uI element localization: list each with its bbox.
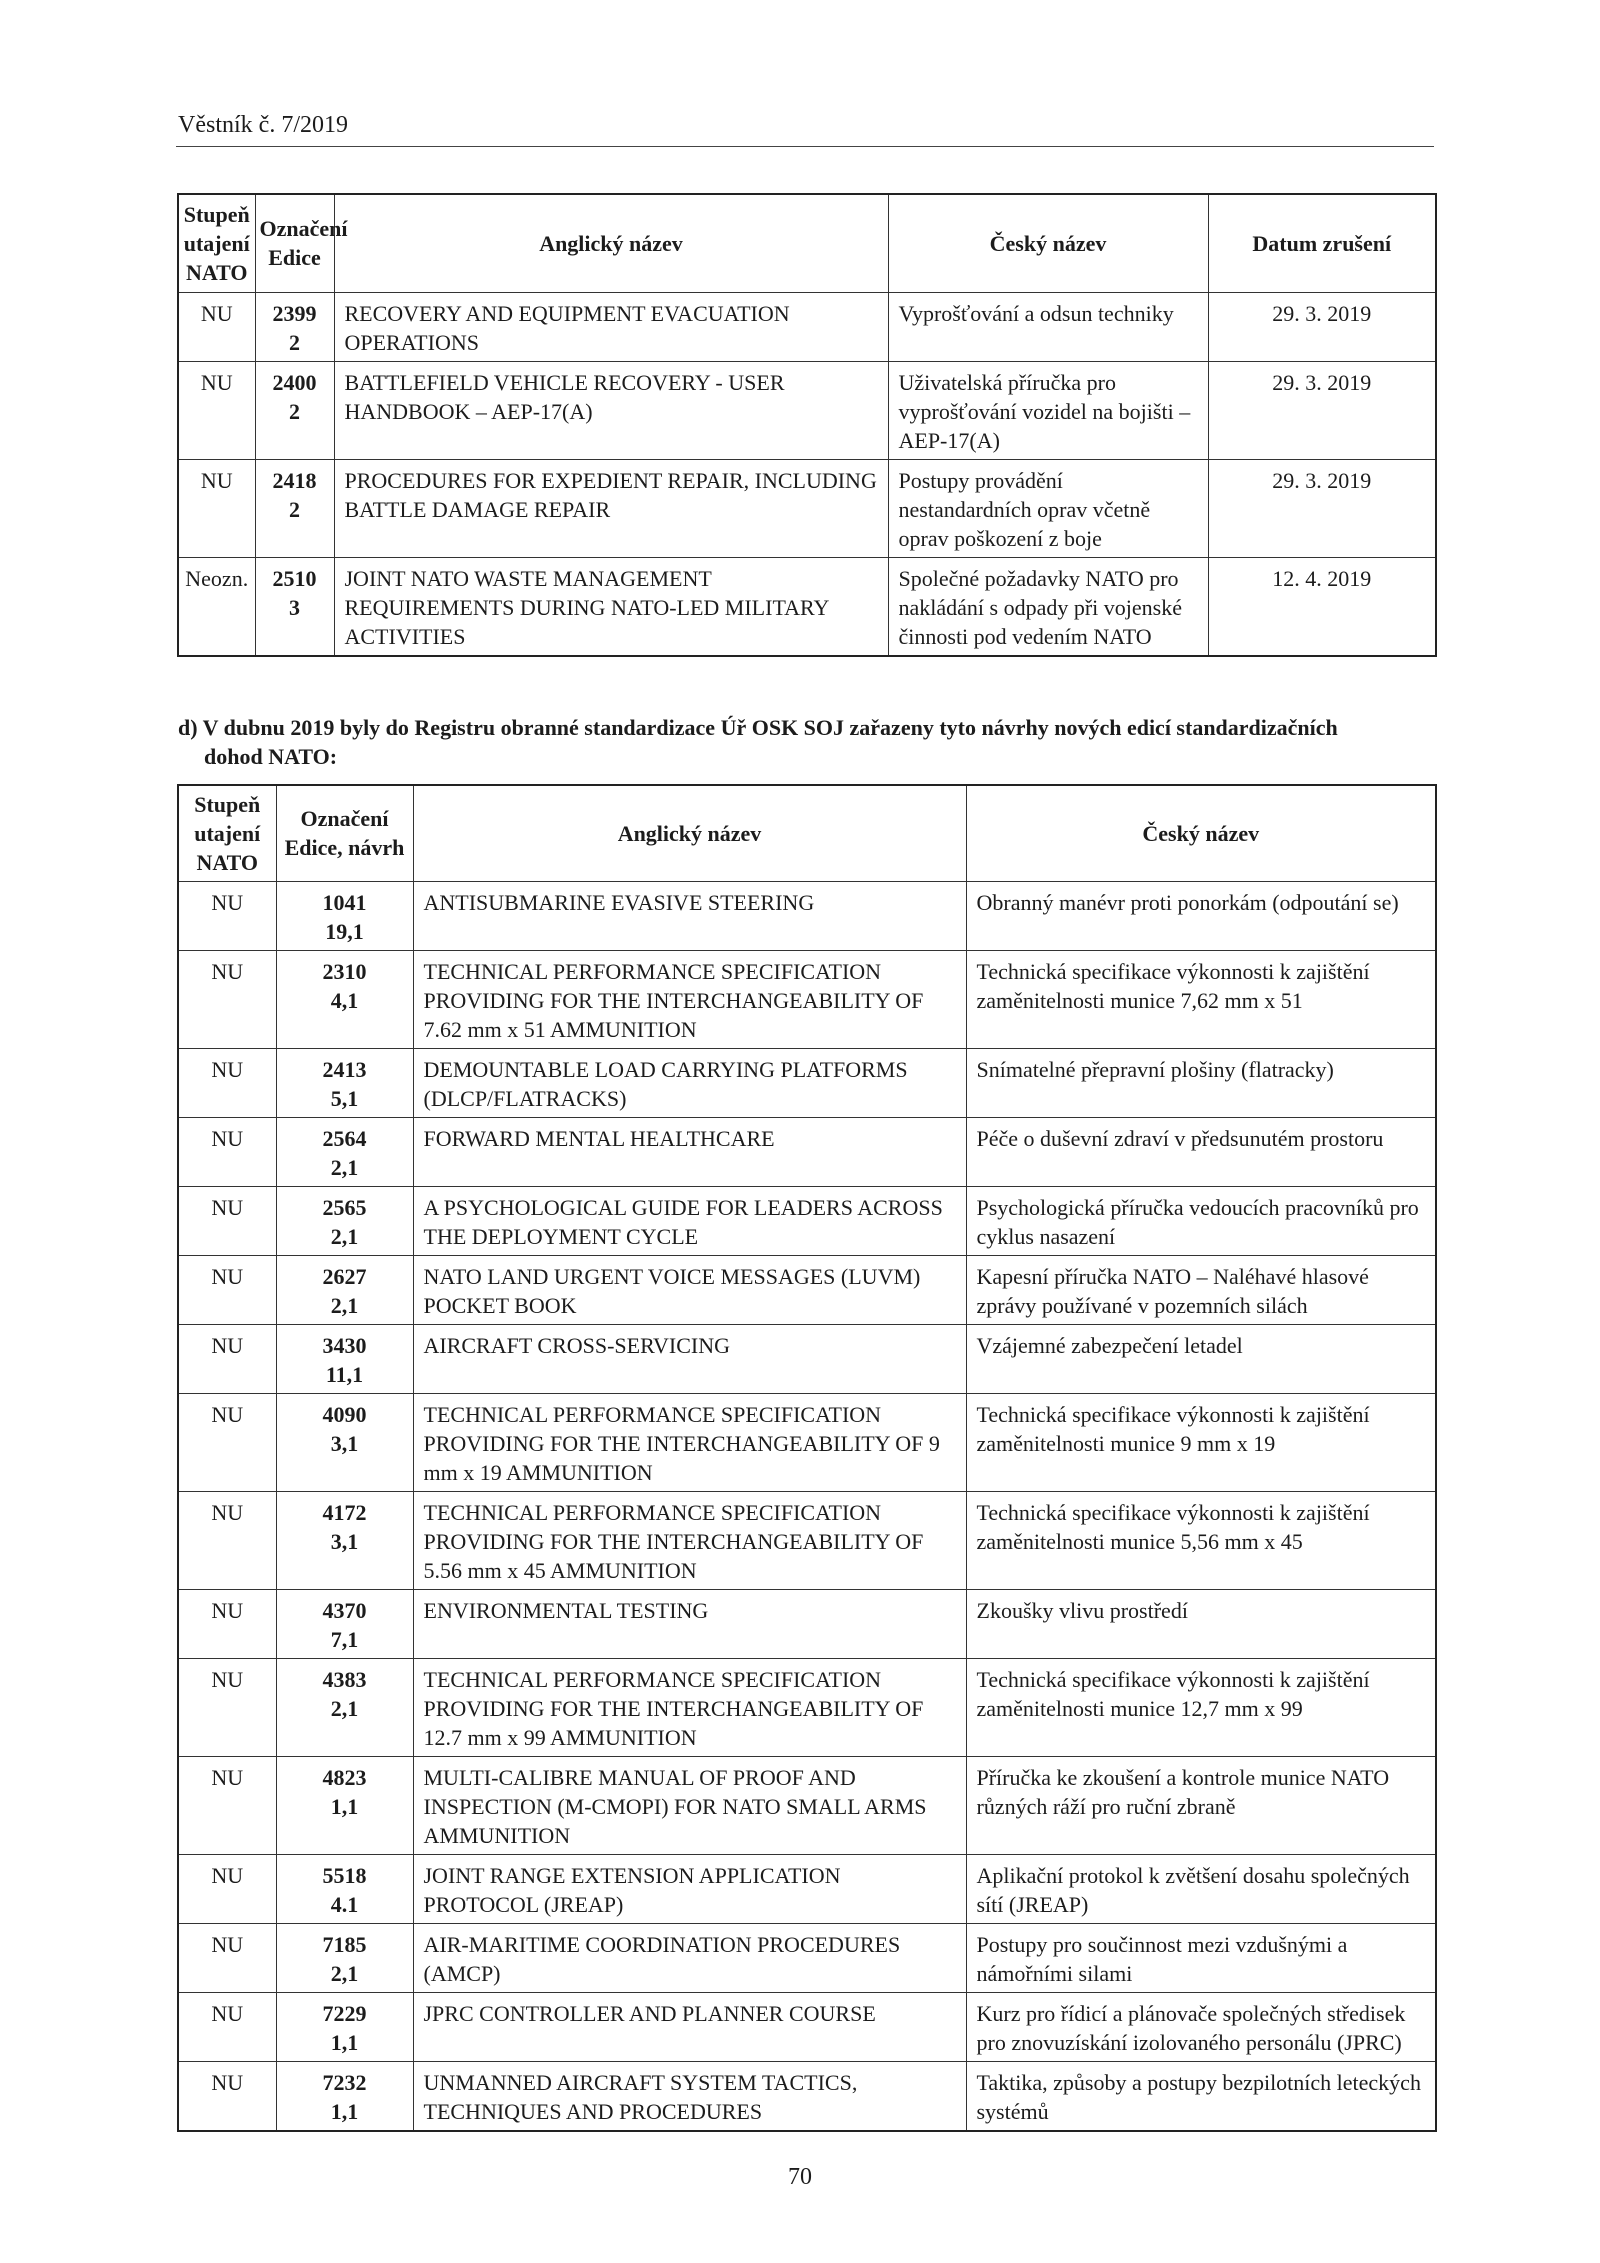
cell-edition: 2418 2 [255, 459, 334, 557]
table-row [178, 1255, 1436, 1324]
table-row [178, 1756, 1436, 1854]
cell-edition: 2400 2 [255, 361, 334, 459]
table-row [178, 1324, 1436, 1393]
cell-english-title: AIRCRAFT CROSS-SERVICING [413, 1324, 966, 1393]
table-row [178, 2061, 1436, 2131]
cell-edition: 2565 2,1 [276, 1186, 413, 1255]
cell-edition: 2510 3 [255, 557, 334, 656]
cell-czech-title: Technická specifikace výkonnosti k zajištění zaměnitelnosti munice 5,56 mm x 45 [966, 1491, 1436, 1589]
cell-classification: NU [178, 459, 255, 557]
cell-edition: 4090 3,1 [276, 1393, 413, 1491]
column-header-czech-title: Český název [966, 785, 1436, 881]
column-header-english-title: Anglický název [413, 785, 966, 881]
cell-english-title: TECHNICAL PERFORMANCE SPECIFICATION PROVIDING FOR THE INTERCHANGEABILITY OF 5.56 mm x 45 AMMUNITION [413, 1491, 966, 1589]
table-row [178, 1393, 1436, 1491]
cell-english-title: TECHNICAL PERFORMANCE SPECIFICATION PROVIDING FOR THE INTERCHANGEABILITY OF 12.7 mm x 99 AMMUNITION [413, 1658, 966, 1756]
cell-czech-title: Vyprošťování a odsun techniky [888, 292, 1208, 361]
cell-czech-title: Příručka ke zkoušení a kontrole munice NATO různých ráží pro ruční zbraně [966, 1756, 1436, 1854]
cell-classification: NU [178, 1491, 276, 1589]
table-row [178, 557, 1436, 656]
column-header-edition-proposal: Označení Edice, návrh [276, 785, 413, 881]
cell-czech-title: Péče o duševní zdraví v předsunutém prostoru [966, 1117, 1436, 1186]
cell-english-title: A PSYCHOLOGICAL GUIDE FOR LEADERS ACROSS THE DEPLOYMENT CYCLE [413, 1186, 966, 1255]
cell-edition: 4823 1,1 [276, 1756, 413, 1854]
cancelled-editions-table [177, 193, 1437, 657]
cell-classification: NU [178, 1658, 276, 1756]
cell-cancel-date: 29. 3. 2019 [1208, 459, 1436, 557]
section-d-line1: d) V dubnu 2019 byly do Registru obranné standardizace Úř OSK SOJ zařazeny tyto návrhy nových edicí standardizačních [178, 715, 1338, 740]
column-header-classification: Stupeň utajení NATO [178, 785, 276, 881]
cell-classification: NU [178, 1854, 276, 1923]
table-row [178, 361, 1436, 459]
cell-edition: 4172 3,1 [276, 1491, 413, 1589]
table-header-row [178, 194, 1436, 292]
cell-classification: NU [178, 1186, 276, 1255]
cell-cancel-date: 12. 4. 2019 [1208, 557, 1436, 656]
cell-english-title: AIR-MARITIME COORDINATION PROCEDURES (AMCP) [413, 1923, 966, 1992]
table-row [178, 1992, 1436, 2061]
cell-czech-title: Technická specifikace výkonnosti k zajištění zaměnitelnosti munice 12,7 mm x 99 [966, 1658, 1436, 1756]
cell-classification: NU [178, 1117, 276, 1186]
cell-czech-title: Uživatelská příručka pro vyprošťování vozidel na bojišti – AEP-17(A) [888, 361, 1208, 459]
cell-edition: 5518 4.1 [276, 1854, 413, 1923]
table-row [178, 881, 1436, 950]
column-header-english-title: Anglický název [334, 194, 888, 292]
cell-english-title: RECOVERY AND EQUIPMENT EVACUATION OPERATIONS [334, 292, 888, 361]
cell-english-title: BATTLEFIELD VEHICLE RECOVERY - USER HANDBOOK – AEP-17(A) [334, 361, 888, 459]
table-row [178, 1117, 1436, 1186]
cell-edition: 7232 1,1 [276, 2061, 413, 2131]
table-row [178, 950, 1436, 1048]
table-row [178, 1658, 1436, 1756]
cell-classification: NU [178, 1923, 276, 1992]
cell-classification: Neozn. [178, 557, 255, 656]
cell-classification: NU [178, 1255, 276, 1324]
cell-cancel-date: 29. 3. 2019 [1208, 361, 1436, 459]
cell-edition: 1041 19,1 [276, 881, 413, 950]
cell-czech-title: Taktika, způsoby a postupy bezpilotních leteckých systémů [966, 2061, 1436, 2131]
cell-edition: 7185 2,1 [276, 1923, 413, 1992]
section-d-heading [178, 713, 1443, 771]
cell-cancel-date: 29. 3. 2019 [1208, 292, 1436, 361]
cell-classification: NU [178, 1589, 276, 1658]
cell-english-title: MULTI-CALIBRE MANUAL OF PROOF AND INSPECTION (M-CMOPI) FOR NATO SMALL ARMS AMMUNITION [413, 1756, 966, 1854]
cell-czech-title: Kurz pro řídicí a plánovače společných středisek pro znovuzískání izolovaného personálu (JPRC) [966, 1992, 1436, 2061]
cell-english-title: ANTISUBMARINE EVASIVE STEERING [413, 881, 966, 950]
cell-edition: 3430 11,1 [276, 1324, 413, 1393]
cell-classification: NU [178, 1393, 276, 1491]
cell-classification: NU [178, 2061, 276, 2131]
cell-classification: NU [178, 881, 276, 950]
cell-english-title: TECHNICAL PERFORMANCE SPECIFICATION PROVIDING FOR THE INTERCHANGEABILITY OF 7.62 mm x 51 AMMUNITION [413, 950, 966, 1048]
table-header-row [178, 785, 1436, 881]
column-header-classification: Stupeň utajení NATO [178, 194, 255, 292]
cell-english-title: JOINT NATO WASTE MANAGEMENT REQUIREMENTS DURING NATO-LED MILITARY ACTIVITIES [334, 557, 888, 656]
cell-english-title: FORWARD MENTAL HEALTHCARE [413, 1117, 966, 1186]
cell-edition: 4370 7,1 [276, 1589, 413, 1658]
table-row [178, 1854, 1436, 1923]
cell-english-title: UNMANNED AIRCRAFT SYSTEM TACTICS, TECHNIQUES AND PROCEDURES [413, 2061, 966, 2131]
column-header-czech-title: Český název [888, 194, 1208, 292]
new-edition-proposals-table [177, 784, 1437, 2132]
cell-czech-title: Společné požadavky NATO pro nakládání s odpady při vojenské činnosti pod vedením NATO [888, 557, 1208, 656]
table-row [178, 292, 1436, 361]
cell-english-title: NATO LAND URGENT VOICE MESSAGES (LUVM) POCKET BOOK [413, 1255, 966, 1324]
column-header-cancel-date: Datum zrušení [1208, 194, 1436, 292]
cell-edition: 7229 1,1 [276, 1992, 413, 2061]
cell-english-title: JPRC CONTROLLER AND PLANNER COURSE [413, 1992, 966, 2061]
cell-classification: NU [178, 1992, 276, 2061]
table-row [178, 1186, 1436, 1255]
cell-czech-title: Snímatelné přepravní plošiny (flatracky) [966, 1048, 1436, 1117]
cell-czech-title: Kapesní příručka NATO – Naléhavé hlasové zprávy používané v pozemních silách [966, 1255, 1436, 1324]
cell-classification: NU [178, 1324, 276, 1393]
cell-classification: NU [178, 1756, 276, 1854]
cell-czech-title: Postupy provádění nestandardních oprav včetně oprav poškození z boje [888, 459, 1208, 557]
cell-edition: 2310 4,1 [276, 950, 413, 1048]
cell-czech-title: Technická specifikace výkonnosti k zajištění zaměnitelnosti munice 9 mm x 19 [966, 1393, 1436, 1491]
cell-edition: 4383 2,1 [276, 1658, 413, 1756]
cell-classification: NU [178, 361, 255, 459]
cell-czech-title: Vzájemné zabezpečení letadel [966, 1324, 1436, 1393]
cell-edition: 2627 2,1 [276, 1255, 413, 1324]
table-row [178, 1923, 1436, 1992]
cell-english-title: ENVIRONMENTAL TESTING [413, 1589, 966, 1658]
column-header-edition: Označení Edice [255, 194, 334, 292]
cell-edition: 2399 2 [255, 292, 334, 361]
cell-czech-title: Zkoušky vlivu prostředí [966, 1589, 1436, 1658]
table-row [178, 1048, 1436, 1117]
section-d-line2: dohod NATO: [204, 744, 338, 769]
table-row [178, 459, 1436, 557]
cell-classification: NU [178, 292, 255, 361]
cell-english-title: DEMOUNTABLE LOAD CARRYING PLATFORMS (DLCP/FLATRACKS) [413, 1048, 966, 1117]
table-row [178, 1589, 1436, 1658]
cell-czech-title: Psychologická příručka vedoucích pracovníků pro cyklus nasazení [966, 1186, 1436, 1255]
table-row [178, 1491, 1436, 1589]
cell-classification: NU [178, 1048, 276, 1117]
cell-czech-title: Aplikační protokol k zvětšení dosahu společných sítí (JREAP) [966, 1854, 1436, 1923]
cell-english-title: JOINT RANGE EXTENSION APPLICATION PROTOCOL (JREAP) [413, 1854, 966, 1923]
cell-english-title: PROCEDURES FOR EXPEDIENT REPAIR, INCLUDING BATTLE DAMAGE REPAIR [334, 459, 888, 557]
page-number: 70 [788, 2164, 812, 2190]
cell-czech-title: Obranný manévr proti ponorkám (odpoutání se) [966, 881, 1436, 950]
cell-edition: 2564 2,1 [276, 1117, 413, 1186]
header-divider [176, 146, 1434, 147]
cell-classification: NU [178, 950, 276, 1048]
cell-english-title: TECHNICAL PERFORMANCE SPECIFICATION PROVIDING FOR THE INTERCHANGEABILITY OF 9 mm x 19 AMMUNITION [413, 1393, 966, 1491]
cell-czech-title: Technická specifikace výkonnosti k zajištění zaměnitelnosti munice 7,62 mm x 51 [966, 950, 1436, 1048]
cell-czech-title: Postupy pro součinnost mezi vzdušnými a námořními silami [966, 1923, 1436, 1992]
page-header-title: Věstník č. 7/2019 [178, 112, 348, 138]
cell-edition: 2413 5,1 [276, 1048, 413, 1117]
